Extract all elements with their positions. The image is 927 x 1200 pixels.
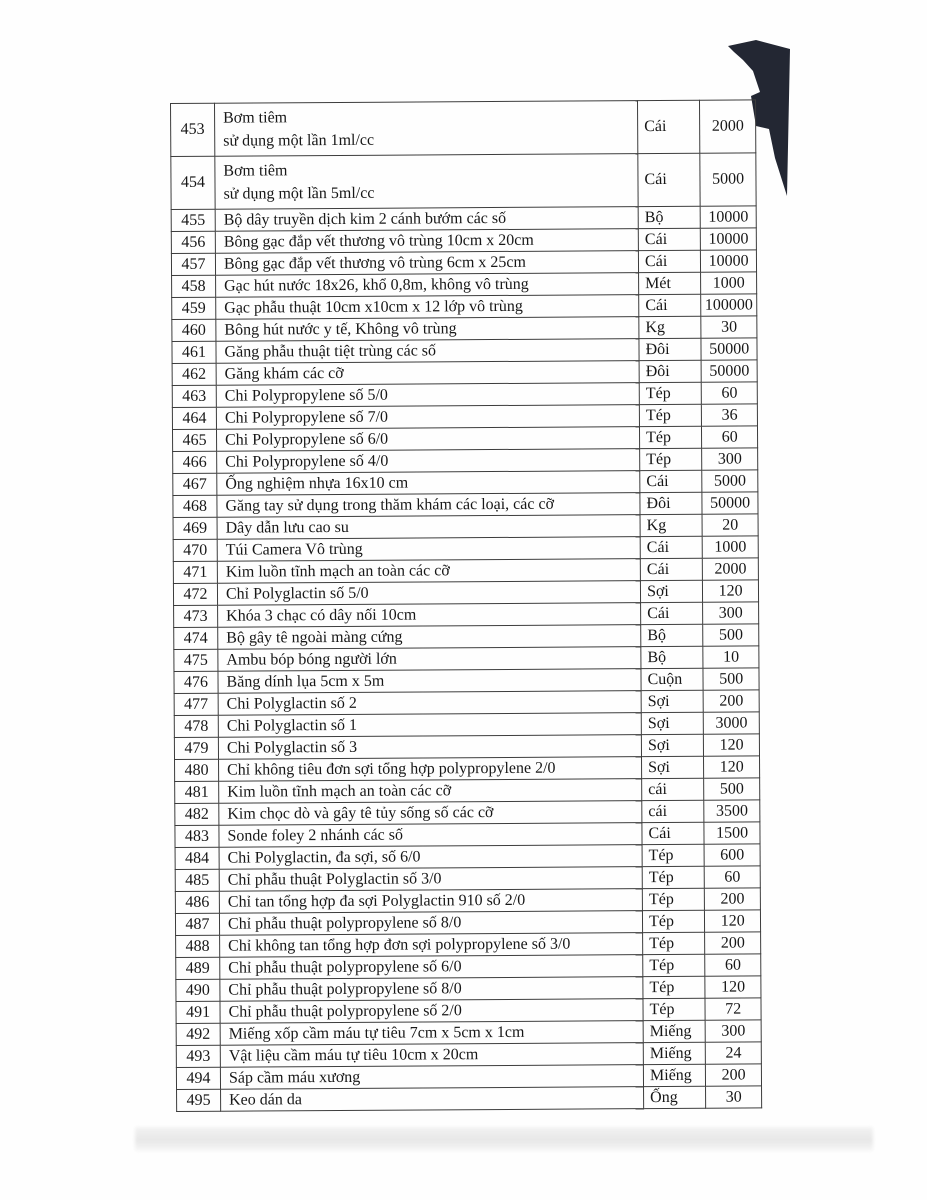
row-number-cell: 460 (172, 319, 216, 341)
item-description-cell: Chi Polypropylene số 5/0 (216, 383, 639, 408)
quantity-cell: 36 (702, 404, 758, 426)
item-description-cell: Ambu bóp bóng người lớn (218, 647, 641, 672)
unit-cell: Cái (641, 602, 703, 624)
quantity-cell: 20 (702, 514, 758, 536)
quantity-cell: 500 (703, 624, 759, 646)
unit-cell: Tép (642, 844, 704, 866)
unit-cell: Kg (639, 316, 701, 338)
supplies-table-body (171, 100, 762, 1112)
unit-cell: Kg (640, 514, 702, 536)
item-description-cell: Chỉ phẫu thuật polypropylene số 6/0 (220, 955, 643, 980)
item-description-cell: Miếng xốp cầm máu tự tiêu 7cm x 5cm x 1cm (220, 1021, 643, 1046)
unit-cell: Tép (642, 888, 704, 910)
item-description-cell: Bông gạc đắp vết thương vô trùng 10cm x 20cm (215, 229, 638, 254)
row-number-cell: 488 (176, 935, 220, 957)
item-description-cell: Chỉ tan tổng hợp đa sợi Polyglactin 910 số 2/0 (219, 889, 642, 914)
row-number-cell: 474 (174, 627, 218, 649)
row-number-cell: 481 (175, 781, 219, 803)
row-number-cell: 464 (172, 407, 216, 429)
row-number-cell: 487 (175, 913, 219, 935)
row-number-cell: 465 (172, 429, 216, 451)
unit-cell: Đôi (639, 360, 701, 382)
item-description-cell: Kim luồn tĩnh mạch an toàn các cỡ (217, 559, 640, 584)
unit-cell: Tép (640, 426, 702, 448)
row-number-cell: 469 (173, 517, 217, 539)
row-number-cell: 459 (172, 297, 216, 319)
quantity-cell: 120 (705, 976, 761, 998)
item-description-cell: Bông gạc đắp vết thương vô trùng 6cm x 25cm (215, 251, 638, 276)
row-number-cell: 485 (175, 869, 219, 891)
item-description-cell: Chỉ không tan tổng hợp đơn sợi polypropylene số 3/0 (220, 933, 643, 958)
row-number-cell: 486 (175, 891, 219, 913)
row-number-cell: 461 (172, 341, 216, 363)
row-number-cell: 495 (177, 1089, 221, 1111)
item-description-cell: Chỉ không tiêu đơn sợi tổng hợp polypropylene 2/0 (218, 757, 641, 782)
quantity-cell: 2000 (703, 558, 759, 580)
row-number-cell: 454 (171, 156, 215, 209)
item-description-cell: Chi Polyglactin số 2 (218, 691, 641, 716)
item-description-cell: Găng phẫu thuật tiệt trùng các số (216, 339, 639, 364)
row-number-cell: 489 (176, 957, 220, 979)
row-number-cell: 490 (176, 979, 220, 1001)
unit-cell: Tép (643, 976, 705, 998)
table-row (177, 1086, 762, 1112)
unit-cell: cái (642, 800, 704, 822)
item-description-cell: Chi Polypropylene số 4/0 (217, 449, 640, 474)
unit-cell: Đôi (640, 492, 702, 514)
row-number-cell: 462 (172, 363, 216, 385)
unit-cell: Mét (639, 272, 701, 294)
item-description-cell: Bộ dây truyền dịch kim 2 cánh bướm các số (215, 207, 638, 232)
quantity-cell: 1500 (704, 822, 760, 844)
row-number-cell: 466 (173, 451, 217, 473)
quantity-cell: 500 (703, 668, 759, 690)
unit-cell: Tép (643, 954, 705, 976)
quantity-cell: 200 (703, 690, 759, 712)
quantity-cell: 5000 (702, 470, 758, 492)
quantity-cell: 300 (705, 1020, 761, 1042)
item-description-cell: Dây dẫn lưu cao su (217, 515, 640, 540)
row-number-cell: 492 (176, 1023, 220, 1045)
row-number-cell: 458 (172, 275, 216, 297)
quantity-cell: 60 (702, 382, 758, 404)
item-description-cell: Găng khám các cỡ (216, 361, 639, 386)
quantity-cell: 24 (706, 1042, 762, 1064)
quantity-cell: 120 (703, 580, 759, 602)
row-number-cell: 484 (175, 847, 219, 869)
row-number-cell: 455 (171, 209, 215, 231)
quantity-cell: 2000 (700, 100, 756, 153)
quantity-cell: 200 (706, 1064, 762, 1086)
row-number-cell: 479 (174, 737, 218, 759)
unit-cell: Cái (640, 536, 702, 558)
quantity-cell: 10 (703, 646, 759, 668)
row-number-cell: 475 (174, 649, 218, 671)
row-number-cell: 476 (174, 671, 218, 693)
unit-cell: Bộ (641, 624, 703, 646)
item-description-cell: Chi Polyglactin số 1 (218, 713, 641, 738)
quantity-cell: 50000 (701, 360, 757, 382)
unit-cell: Miếng (643, 1064, 705, 1086)
unit-cell: Tép (639, 382, 701, 404)
unit-cell: Cái (638, 228, 700, 250)
quantity-cell: 50000 (701, 338, 757, 360)
unit-cell: Sợi (641, 734, 703, 756)
quantity-cell: 5000 (700, 153, 756, 206)
unit-cell: Đôi (639, 338, 701, 360)
unit-cell: Cái (640, 470, 702, 492)
quantity-cell: 600 (704, 844, 760, 866)
item-description-cell: Ống nghiệm nhựa 16x10 cm (217, 471, 640, 496)
item-description-cell: Chỉ phẫu thuật Polyglactin số 3/0 (219, 867, 642, 892)
item-description-cell: Kim luồn tĩnh mạch an toàn các cỡ (219, 779, 642, 804)
item-description-cell: Gạc phẫu thuật 10cm x10cm x 12 lớp vô trùng (216, 295, 639, 320)
quantity-cell: 500 (704, 778, 760, 800)
quantity-cell: 10000 (701, 250, 757, 272)
unit-cell: Bộ (641, 646, 703, 668)
item-description-cell: Bông hút nước y tế, Không vô trùng (216, 317, 639, 342)
row-number-cell: 467 (173, 473, 217, 495)
item-description-cell: Chỉ Polyglactin số 5/0 (217, 581, 640, 606)
item-description-cell: Sonde foley 2 nhánh các số (219, 823, 642, 848)
unit-cell: Sợi (642, 756, 704, 778)
unit-cell: Miếng (643, 1042, 705, 1064)
unit-cell: Sợi (641, 690, 703, 712)
item-description-cell: Chi Polyglactin số 3 (218, 735, 641, 760)
row-number-cell: 472 (173, 583, 217, 605)
unit-cell: Miếng (643, 1020, 705, 1042)
quantity-cell: 1000 (701, 272, 757, 294)
unit-cell: Tép (640, 448, 702, 470)
unit-cell: cái (642, 778, 704, 800)
item-description-cell: Bơm tiêm sử dụng một lần 1ml/cc (214, 101, 637, 157)
table-row (171, 153, 756, 210)
quantity-cell: 120 (704, 734, 760, 756)
quantity-cell: 50000 (702, 492, 758, 514)
unit-cell: Tép (642, 866, 704, 888)
row-number-cell: 453 (171, 103, 215, 156)
unit-cell: Sợi (641, 712, 703, 734)
unit-cell: Cái (638, 250, 700, 272)
quantity-cell: 72 (705, 998, 761, 1020)
unit-cell: Sợi (640, 580, 702, 602)
quantity-cell: 3000 (704, 712, 760, 734)
row-number-cell: 478 (174, 715, 218, 737)
unit-cell: Tép (642, 910, 704, 932)
row-number-cell: 477 (174, 693, 218, 715)
item-description-cell: Bộ gây tê ngoài màng cứng (218, 625, 641, 650)
quantity-cell: 10000 (700, 206, 756, 228)
page-edge-shadow (135, 1127, 873, 1151)
quantity-cell: 60 (702, 426, 758, 448)
unit-cell: Cái (638, 100, 701, 153)
unit-cell: Cái (639, 294, 701, 316)
item-description-cell: Vật liệu cầm máu tự tiêu 10cm x 20cm (220, 1043, 643, 1068)
quantity-cell: 30 (706, 1086, 762, 1108)
unit-cell: Cuộn (641, 668, 703, 690)
quantity-cell: 200 (705, 888, 761, 910)
unit-cell: Cái (638, 153, 701, 206)
row-number-cell: 470 (173, 539, 217, 561)
item-description-cell: Sáp cầm máu xương (220, 1065, 643, 1090)
item-description-cell: Gạc hút nước 18x26, khổ 0,8m, không vô trùng (216, 273, 639, 298)
quantity-cell: 300 (702, 448, 758, 470)
item-description-cell: Chỉ phẫu thuật polypropylene số 2/0 (220, 999, 643, 1024)
row-number-cell: 456 (171, 231, 215, 253)
row-number-cell: 471 (173, 561, 217, 583)
quantity-cell: 200 (705, 932, 761, 954)
unit-cell: Tép (643, 932, 705, 954)
item-description-cell: Chi Polypropylene số 7/0 (216, 405, 639, 430)
row-number-cell: 468 (173, 495, 217, 517)
row-number-cell: 482 (175, 803, 219, 825)
unit-cell: Cái (642, 822, 704, 844)
quantity-cell: 30 (701, 316, 757, 338)
item-description-cell: Khóa 3 chạc có dây nối 10cm (218, 603, 641, 628)
row-number-cell: 463 (172, 385, 216, 407)
unit-cell: Ống (644, 1086, 706, 1108)
quantity-cell: 120 (704, 756, 760, 778)
item-description-cell: Chỉ phẫu thuật polypropylene số 8/0 (220, 977, 643, 1002)
item-description-cell: Chỉ phẫu thuật polypropylene số 8/0 (219, 911, 642, 936)
row-number-cell: 494 (176, 1067, 220, 1089)
quantity-cell: 60 (705, 954, 761, 976)
row-number-cell: 493 (176, 1045, 220, 1067)
item-description-cell: Chi Polyglactin, đa sợi, số 6/0 (219, 845, 642, 870)
quantity-cell: 60 (705, 866, 761, 888)
unit-cell: Cái (640, 558, 702, 580)
item-description-cell: Chi Polypropylene số 6/0 (216, 427, 639, 452)
unit-cell: Tép (639, 404, 701, 426)
quantity-cell: 10000 (701, 228, 757, 250)
item-description-cell: Kim chọc dò và gây tê tủy sống số các cỡ (219, 801, 642, 826)
row-number-cell: 480 (175, 759, 219, 781)
table-row (171, 100, 756, 157)
row-number-cell: 491 (176, 1001, 220, 1023)
quantity-cell: 1000 (702, 536, 758, 558)
item-description-cell: Bơm tiêm sử dụng một lần 5ml/cc (215, 154, 638, 210)
row-number-cell: 473 (174, 605, 218, 627)
item-description-cell: Túi Camera Vô trùng (217, 537, 640, 562)
quantity-cell: 120 (705, 910, 761, 932)
row-number-cell: 457 (171, 253, 215, 275)
item-description-cell: Băng dính lụa 5cm x 5m (218, 669, 641, 694)
unit-cell: Bộ (638, 206, 700, 228)
item-description-cell: Găng tay sử dụng trong thăm khám các loại, các cỡ (217, 493, 640, 518)
quantity-cell: 300 (703, 602, 759, 624)
quantity-cell: 100000 (701, 294, 757, 316)
item-description-cell: Keo dán da (221, 1087, 644, 1112)
unit-cell: Tép (643, 998, 705, 1020)
row-number-cell: 483 (175, 825, 219, 847)
supplies-table (170, 99, 762, 1112)
quantity-cell: 3500 (704, 800, 760, 822)
